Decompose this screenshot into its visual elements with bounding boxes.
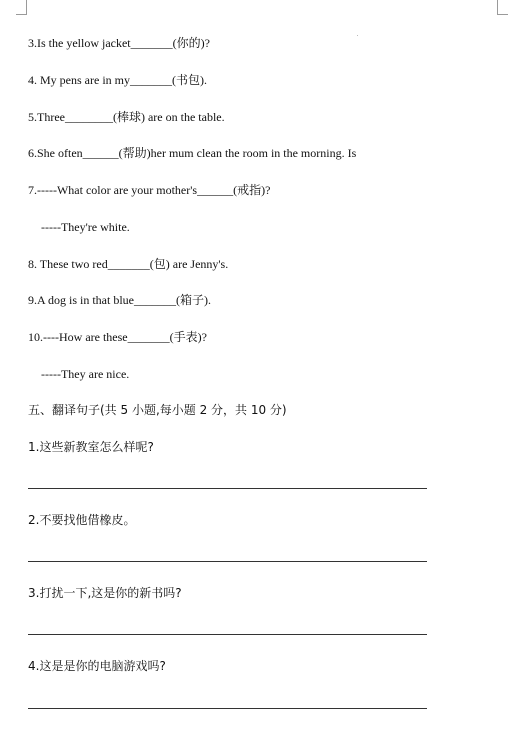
question-7: 7.-----What color are your mother's______(戒指)? xyxy=(28,183,271,197)
page-corner-mark-top-left xyxy=(16,0,27,15)
question-7-answer: -----They're white. xyxy=(41,220,130,234)
question-8: 8. These two red_______(包) are Jenny's. xyxy=(28,257,229,271)
question-10-answer: -----They are nice. xyxy=(41,367,130,381)
question-5: 5.Three________(棒球) are on the table. xyxy=(28,110,225,124)
translation-4: 4.这是是你的电脑游戏吗? xyxy=(28,659,166,673)
answer-line-4 xyxy=(28,708,427,709)
question-3: 3.Is the yellow jacket_______(你的)? xyxy=(28,36,210,50)
question-9: 9.A dog is in that blue_______(箱子). xyxy=(28,293,211,307)
page-speck xyxy=(357,35,358,36)
question-10: 10.----How are these_______(手表)? xyxy=(28,330,207,344)
section-title: 五、翻译句子(共 5 小题,每小题 2 分，共 10 分) xyxy=(28,403,287,417)
page-corner-mark-top-right xyxy=(497,0,508,15)
translation-3: 3.打扰一下,这是你的新书吗? xyxy=(28,586,182,600)
answer-line-3 xyxy=(28,634,427,635)
question-4: 4. My pens are in my_______(书包). xyxy=(28,73,207,87)
translation-2: 2.不要找他借橡皮。 xyxy=(28,513,136,527)
answer-line-2 xyxy=(28,561,427,562)
translation-1: 1.这些新教室怎么样呢? xyxy=(28,440,154,454)
answer-line-1 xyxy=(28,488,427,489)
question-6: 6.She often______(帮助)her mum clean the room in the morning. Is xyxy=(28,146,357,160)
